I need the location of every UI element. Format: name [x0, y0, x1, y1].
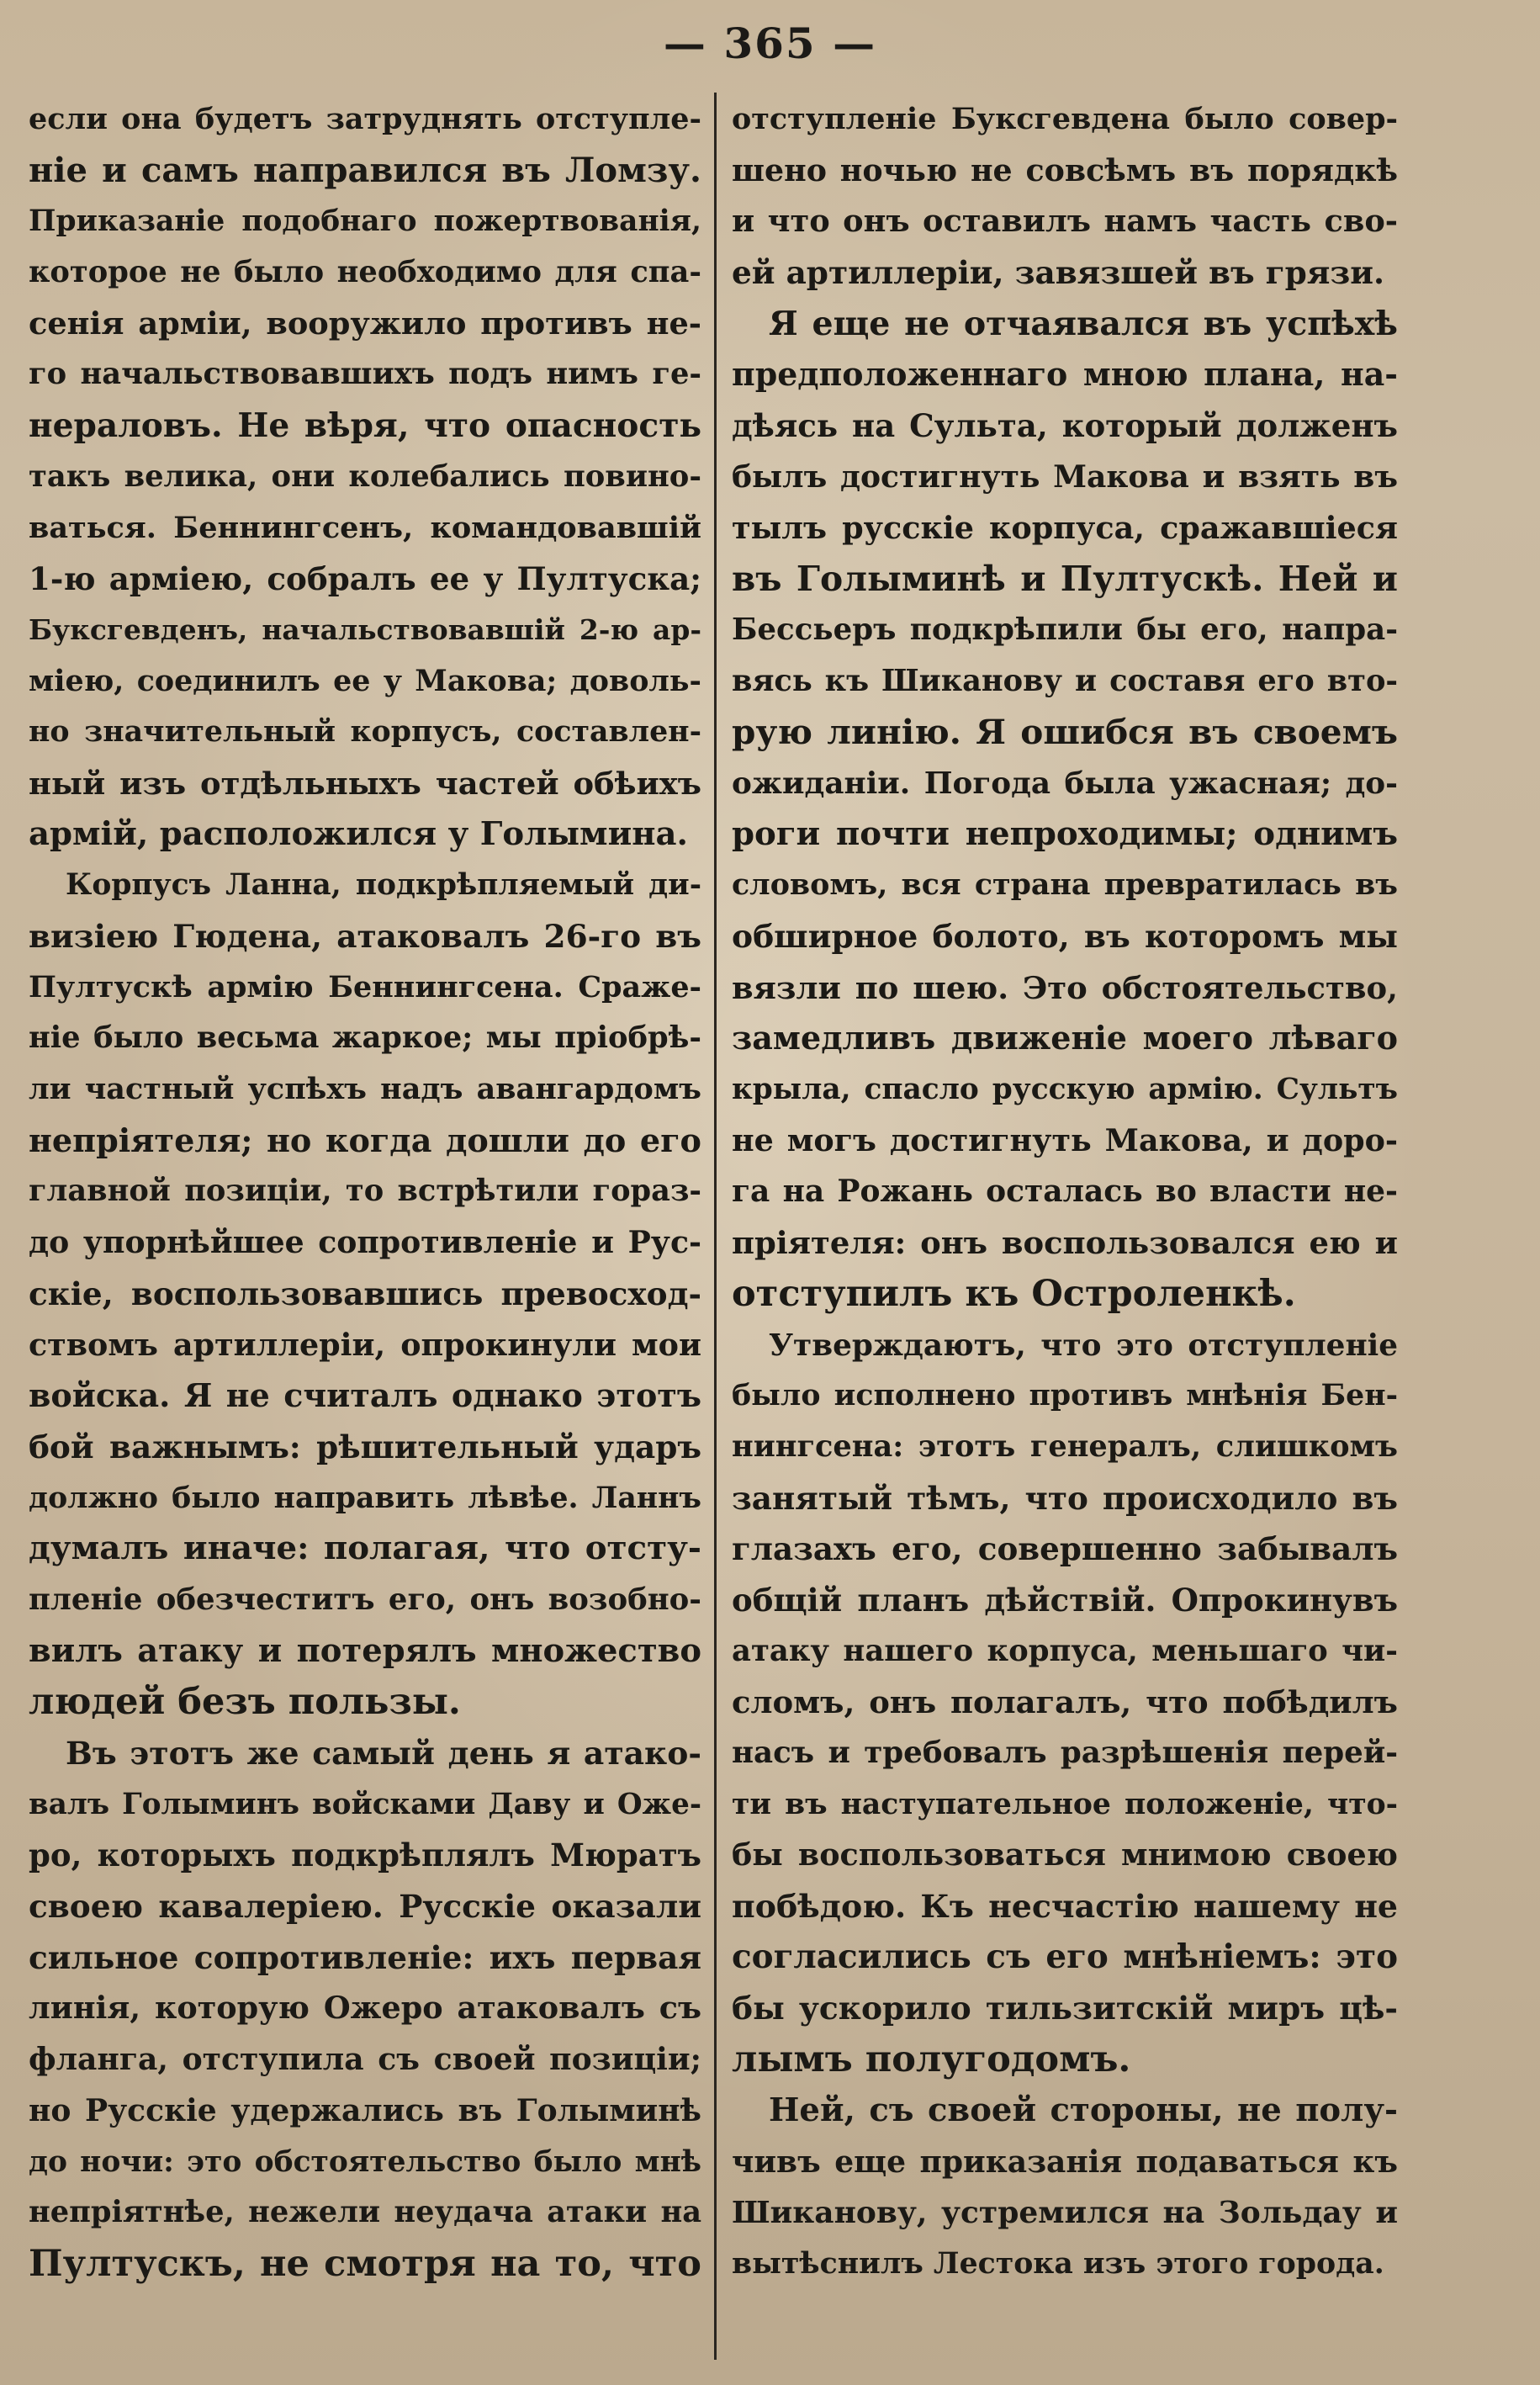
text-line: было исполнено противъ мнѣнія Бен- — [732, 1378, 1398, 1413]
text-line: но значительный корпусъ, составлен- — [29, 714, 701, 750]
text-line: вясь къ Шиканову и составя его вто- — [732, 663, 1398, 698]
text-line: атаку нашего корпуса, меньшаго чи- — [732, 1633, 1398, 1668]
text-line: предположеннаго мною плана, на- — [732, 355, 1398, 394]
text-line: го начальствовавшихъ подъ нимъ ге- — [29, 357, 701, 392]
right-column — [732, 94, 1398, 2290]
page-number: — 365 — — [663, 19, 877, 68]
text-line: 1-ю арміею, собралъ ее у Пултуска; — [29, 560, 701, 598]
text-line: Корпусъ Ланна, подкрѣпляемый ди- — [66, 868, 701, 903]
text-line: га на Рожань осталась во власти не- — [732, 1174, 1398, 1210]
text-line: лымъ полугодомъ. — [732, 2038, 1131, 2081]
text-line: отступилъ къ Остроленкѣ. — [732, 1272, 1296, 1315]
text-line: ти въ наступательное положеніе, что- — [732, 1787, 1398, 1821]
text-line: нераловъ. Не вѣря, что опасность — [29, 406, 701, 446]
text-line: войска. Я не считалъ однако этотъ — [29, 1376, 701, 1415]
text-line: пріятеля: онъ воспользовался ею и — [732, 1224, 1398, 1262]
text-line: линія, которую Ожеро атаковалъ съ — [29, 1990, 701, 2027]
text-line: согласились съ его мнѣніемъ: это — [732, 1937, 1398, 1976]
text-line: ніе было весьма жаркое; мы пріобрѣ- — [29, 1020, 701, 1056]
text-line: ей артиллеріи, завязшей въ грязи. — [732, 254, 1385, 292]
text-line: ли частный успѣхъ надъ авангардомъ — [29, 1072, 701, 1107]
text-line: Я еще не отчаявался въ успѣхѣ — [769, 304, 1398, 343]
text-line: тылъ русскіе корпуса, сражавшіеся — [732, 509, 1398, 546]
text-line: и что онъ оставилъ намъ часть сво- — [732, 203, 1398, 240]
text-line: роги почти непроходимы; однимъ — [732, 814, 1398, 853]
text-line: но Русскіе удержались въ Голыминѣ — [29, 2091, 701, 2128]
text-line: насъ и требовалъ разрѣшенія перей- — [732, 1736, 1398, 1770]
text-line: скіе, воспользовавшись превосход- — [29, 1275, 701, 1312]
text-line: Въ этотъ же самый день я атако- — [66, 1735, 701, 1772]
text-line: ваться. Беннингсенъ, командовавшій — [29, 510, 701, 545]
left-column — [29, 94, 701, 2290]
text-line: Приказаніе подобнаго пожертвованія, — [29, 204, 701, 239]
text-line: Пултускъ, не смотря на то, что — [29, 2242, 701, 2285]
text-line: людей безъ пользы. — [29, 1681, 461, 1724]
text-line: Пултускѣ армію Беннингсена. Сраже- — [29, 969, 701, 1004]
text-line: общій планъ дѣйствій. Опрокинувъ — [732, 1581, 1398, 1619]
text-line: сильное сопротивленіе: ихъ первая — [29, 1938, 701, 1976]
text-line: бы ускорило тильзитскій миръ цѣ- — [732, 1990, 1398, 2027]
text-line: Шиканову, устремился на Зольдау и — [732, 2195, 1398, 2231]
text-line: должно было направить лѣвѣе. Ланнъ — [29, 1480, 701, 1515]
text-line: бы воспользоваться мнимою своею — [732, 1836, 1398, 1874]
text-line: такъ велика, они колебались повино- — [29, 458, 701, 494]
text-line: думалъ иначе: полагая, что отсту- — [29, 1529, 701, 1568]
text-line: ніе и самъ направился въ Ломзу. — [29, 150, 701, 190]
text-line: крыла, спасло русскую армію. Сультъ — [732, 1073, 1398, 1107]
text-line: словомъ, вся страна превратилась въ — [732, 867, 1398, 903]
text-line: сломъ, онъ полагалъ, что побѣдилъ — [732, 1683, 1398, 1721]
text-line: главной позиціи, то встрѣтили гораз- — [29, 1174, 701, 1209]
text-line: шено ночью не совсѣмъ въ порядкѣ — [732, 151, 1398, 188]
text-line: армій, расположился у Голымина. — [29, 814, 688, 853]
text-line: своею кавалеріею. Русскіе оказали — [29, 1888, 701, 1926]
text-line: чивъ еще приказанія подаваться къ — [732, 2144, 1398, 2180]
text-line: бой важнымъ: рѣшительный ударъ — [29, 1428, 701, 1465]
text-line: міею, соединилъ ее у Макова; доволь- — [29, 663, 701, 698]
text-line: сенія арміи, вооружило противъ не- — [29, 305, 701, 342]
text-line: если она будетъ затруднять отступле- — [29, 102, 701, 136]
text-line: ствомъ артиллеріи, опрокинули мои — [29, 1326, 701, 1363]
text-line: Бессьеръ подкрѣпили бы его, напра- — [732, 612, 1398, 647]
text-line: отступленіе Буксгевдена было совер- — [732, 102, 1398, 136]
text-line: пленіе обезчеститъ его, онъ возобно- — [29, 1582, 701, 1617]
text-line: ро, которыхъ подкрѣплялъ Мюратъ — [29, 1836, 701, 1874]
text-line: которое не было необходимо для спа- — [29, 255, 701, 290]
text-line: Утверждаютъ, что это отступленіе — [769, 1327, 1398, 1363]
text-line: до упорнѣйшее сопротивленіе и Рус- — [29, 1224, 701, 1261]
text-line: глазахъ его, совершенно забывалъ — [732, 1530, 1398, 1568]
text-line: побѣдою. Къ несчастію нашему не — [732, 1887, 1398, 1926]
text-line: ожиданіи. Погода была ужасная; до- — [732, 765, 1398, 801]
text-line: обширное болото, въ которомъ мы — [732, 918, 1398, 955]
text-line: рую линію. Я ошибся въ своемъ — [732, 712, 1398, 753]
text-line: вытѣснилъ Лестока изъ этого города. — [732, 2245, 1384, 2281]
text-line: замедливъ движеніе моего лѣваго — [732, 1019, 1398, 1057]
text-line: не могъ достигнуть Макова, и доро- — [732, 1121, 1398, 1158]
text-line: нингсена: этотъ генералъ, слишкомъ — [732, 1428, 1398, 1464]
column-divider — [714, 93, 717, 2360]
text-line: визіею Гюдена, атаковалъ 26-го въ — [29, 918, 701, 955]
text-line: былъ достигнуть Макова и взять въ — [732, 458, 1398, 495]
text-line: вязли по шею. Это обстоятельство, — [732, 968, 1398, 1006]
text-line: непріятнѣе, нежели неудача атаки на — [29, 2195, 701, 2230]
text-line: дѣясь на Сульта, который долженъ — [732, 407, 1398, 445]
text-line: въ Голыминѣ и Пултускѣ. Ней и — [732, 559, 1398, 600]
text-line: до ночи: это обстоятельство было мнѣ — [29, 2144, 701, 2179]
text-line: Буксгевденъ, начальствовавшій 2-ю ар- — [29, 612, 701, 646]
text-line: вилъ атаку и потерялъ множество — [29, 1631, 701, 1670]
text-line: Ней, съ своей стороны, не полу- — [769, 2091, 1398, 2129]
text-line: ный изъ отдѣльныхъ частей обѣихъ — [29, 764, 701, 802]
text-line: валъ Голыминъ войсками Даву и Оже- — [29, 1787, 701, 1821]
text-line: фланга, отступила съ своей позиціи; — [29, 2041, 701, 2078]
text-line: непріятеля; но когда дошли до его — [29, 1121, 701, 1159]
text-line: занятый тѣмъ, что происходило въ — [732, 1479, 1398, 1517]
